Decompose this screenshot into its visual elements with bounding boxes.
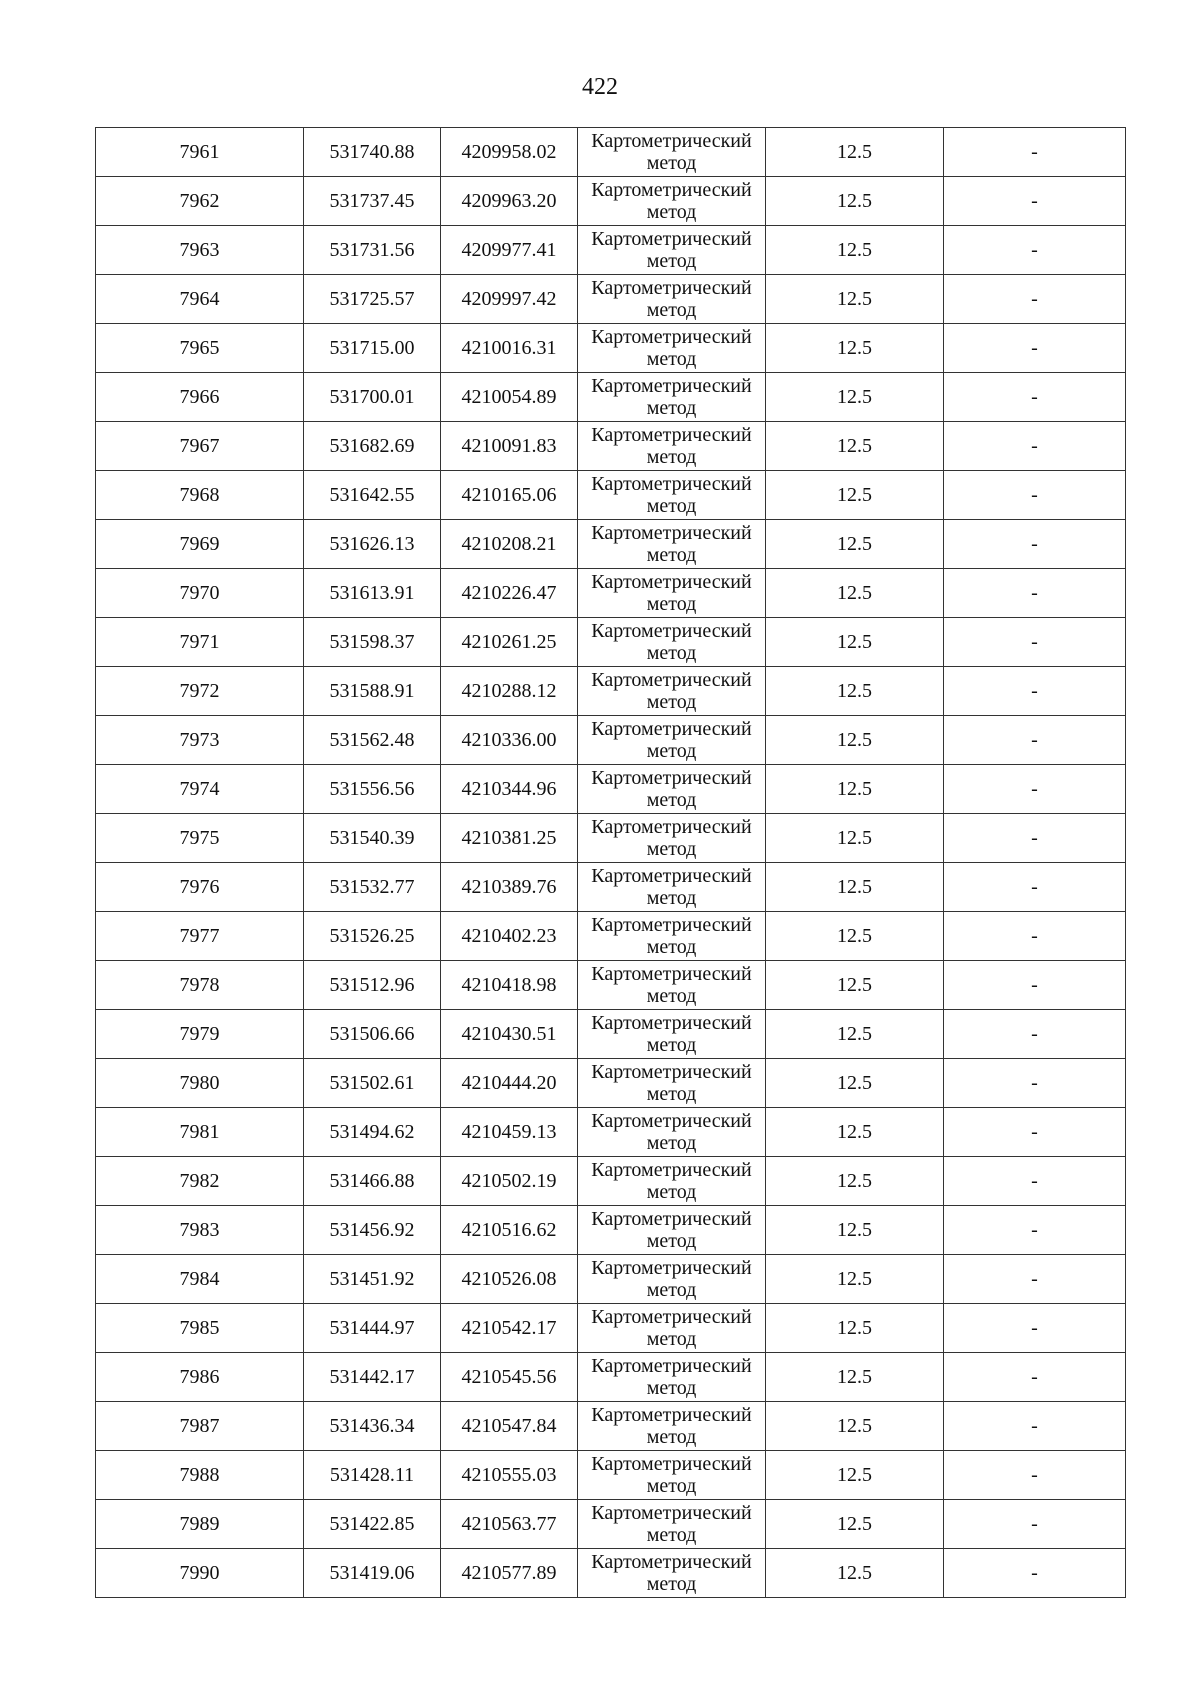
x-coordinate-cell: 531466.88 <box>304 1157 441 1206</box>
method-cell <box>578 471 766 520</box>
method-line-1: Картометрический <box>591 179 752 201</box>
method-line-1: Картометрический <box>591 1404 752 1426</box>
method-line-1: Картометрический <box>591 718 752 740</box>
x-coordinate-cell: 531598.37 <box>304 618 441 667</box>
x-coordinate-cell: 531682.69 <box>304 422 441 471</box>
y-coordinate-cell: 4210444.20 <box>441 1059 578 1108</box>
method-cell <box>578 961 766 1010</box>
method-line-2: метод <box>646 593 697 615</box>
point-number-cell: 7985 <box>96 1304 304 1353</box>
method-line-1: Картометрический <box>591 1012 752 1034</box>
accuracy-cell: 12.5 <box>766 569 944 618</box>
method-cell <box>578 1255 766 1304</box>
y-coordinate-cell: 4210418.98 <box>441 961 578 1010</box>
note-cell: - <box>944 275 1126 324</box>
x-coordinate-cell: 531700.01 <box>304 373 441 422</box>
method-line-2: метод <box>646 397 697 419</box>
point-number-cell: 7984 <box>96 1255 304 1304</box>
method-line-1: Картометрический <box>591 473 752 495</box>
y-coordinate-cell: 4210336.00 <box>441 716 578 765</box>
method-cell <box>578 1304 766 1353</box>
method-cell <box>578 912 766 961</box>
table-row <box>96 1500 1126 1549</box>
point-number-cell: 7977 <box>96 912 304 961</box>
x-coordinate-cell: 531456.92 <box>304 1206 441 1255</box>
x-coordinate-cell: 531444.97 <box>304 1304 441 1353</box>
method-line-1: Картометрический <box>591 277 752 299</box>
accuracy-cell: 12.5 <box>766 1206 944 1255</box>
coordinates-table <box>95 127 1126 1598</box>
method-line-2: метод <box>646 348 697 370</box>
accuracy-cell: 12.5 <box>766 961 944 1010</box>
accuracy-cell: 12.5 <box>766 1157 944 1206</box>
method-line-1: Картометрический <box>591 571 752 593</box>
method-line-2: метод <box>646 691 697 713</box>
method-line-2: метод <box>646 1034 697 1056</box>
y-coordinate-cell: 4210545.56 <box>441 1353 578 1402</box>
y-coordinate-cell: 4210516.62 <box>441 1206 578 1255</box>
point-number-cell: 7974 <box>96 765 304 814</box>
point-number-cell: 7989 <box>96 1500 304 1549</box>
method-line-1: Картометрический <box>591 1061 752 1083</box>
method-line-1: Картометрический <box>591 816 752 838</box>
y-coordinate-cell: 4210547.84 <box>441 1402 578 1451</box>
method-cell <box>578 520 766 569</box>
point-number-cell: 7988 <box>96 1451 304 1500</box>
method-cell <box>578 863 766 912</box>
method-line-1: Картометрический <box>591 914 752 936</box>
y-coordinate-cell: 4210261.25 <box>441 618 578 667</box>
note-cell: - <box>944 1304 1126 1353</box>
method-line-2: метод <box>646 1328 697 1350</box>
point-number-cell: 7967 <box>96 422 304 471</box>
accuracy-cell: 12.5 <box>766 471 944 520</box>
point-number-cell: 7981 <box>96 1108 304 1157</box>
method-cell <box>578 1353 766 1402</box>
method-line-1: Картометрический <box>591 1257 752 1279</box>
note-cell: - <box>944 373 1126 422</box>
table-row <box>96 1255 1126 1304</box>
method-cell <box>578 226 766 275</box>
note-cell: - <box>944 1353 1126 1402</box>
method-line-1: Картометрический <box>591 130 752 152</box>
accuracy-cell: 12.5 <box>766 814 944 863</box>
method-cell <box>578 569 766 618</box>
method-cell <box>578 1059 766 1108</box>
y-coordinate-cell: 4210054.89 <box>441 373 578 422</box>
method-cell <box>578 373 766 422</box>
x-coordinate-cell: 531494.62 <box>304 1108 441 1157</box>
x-coordinate-cell: 531532.77 <box>304 863 441 912</box>
method-cell <box>578 1402 766 1451</box>
note-cell: - <box>944 667 1126 716</box>
method-cell <box>578 1206 766 1255</box>
y-coordinate-cell: 4210091.83 <box>441 422 578 471</box>
y-coordinate-cell: 4209997.42 <box>441 275 578 324</box>
y-coordinate-cell: 4210459.13 <box>441 1108 578 1157</box>
y-coordinate-cell: 4210389.76 <box>441 863 578 912</box>
x-coordinate-cell: 531502.61 <box>304 1059 441 1108</box>
accuracy-cell: 12.5 <box>766 1451 944 1500</box>
accuracy-cell: 12.5 <box>766 275 944 324</box>
x-coordinate-cell: 531737.45 <box>304 177 441 226</box>
method-line-2: метод <box>646 936 697 958</box>
method-line-1: Картометрический <box>591 1502 752 1524</box>
method-line-2: метод <box>646 1573 697 1595</box>
x-coordinate-cell: 531442.17 <box>304 1353 441 1402</box>
y-coordinate-cell: 4210563.77 <box>441 1500 578 1549</box>
table-row <box>96 667 1126 716</box>
accuracy-cell: 12.5 <box>766 1304 944 1353</box>
method-line-2: метод <box>646 642 697 664</box>
method-line-2: метод <box>646 740 697 762</box>
method-cell <box>578 177 766 226</box>
method-cell <box>578 1549 766 1598</box>
method-line-1: Картометрический <box>591 424 752 446</box>
note-cell: - <box>944 422 1126 471</box>
point-number-cell: 7973 <box>96 716 304 765</box>
table-row <box>96 1549 1126 1598</box>
y-coordinate-cell: 4210226.47 <box>441 569 578 618</box>
method-line-1: Картометрический <box>591 375 752 397</box>
method-cell <box>578 667 766 716</box>
method-cell <box>578 422 766 471</box>
y-coordinate-cell: 4210165.06 <box>441 471 578 520</box>
method-line-1: Картометрический <box>591 228 752 250</box>
point-number-cell: 7969 <box>96 520 304 569</box>
accuracy-cell: 12.5 <box>766 1549 944 1598</box>
method-line-2: метод <box>646 544 697 566</box>
method-line-2: метод <box>646 250 697 272</box>
point-number-cell: 7961 <box>96 128 304 177</box>
table-row <box>96 520 1126 569</box>
method-cell <box>578 814 766 863</box>
table-row <box>96 1059 1126 1108</box>
point-number-cell: 7965 <box>96 324 304 373</box>
accuracy-cell: 12.5 <box>766 422 944 471</box>
accuracy-cell: 12.5 <box>766 324 944 373</box>
method-line-2: метод <box>646 1475 697 1497</box>
method-line-2: метод <box>646 1181 697 1203</box>
table-row <box>96 912 1126 961</box>
y-coordinate-cell: 4209963.20 <box>441 177 578 226</box>
x-coordinate-cell: 531556.56 <box>304 765 441 814</box>
note-cell: - <box>944 814 1126 863</box>
table-row <box>96 226 1126 275</box>
table-row <box>96 618 1126 667</box>
method-cell <box>578 765 766 814</box>
table-row <box>96 961 1126 1010</box>
note-cell: - <box>944 1157 1126 1206</box>
accuracy-cell: 12.5 <box>766 1010 944 1059</box>
note-cell: - <box>944 1010 1126 1059</box>
x-coordinate-cell: 531731.56 <box>304 226 441 275</box>
point-number-cell: 7978 <box>96 961 304 1010</box>
point-number-cell: 7968 <box>96 471 304 520</box>
x-coordinate-cell: 531428.11 <box>304 1451 441 1500</box>
accuracy-cell: 12.5 <box>766 1353 944 1402</box>
y-coordinate-cell: 4210430.51 <box>441 1010 578 1059</box>
note-cell: - <box>944 471 1126 520</box>
y-coordinate-cell: 4210288.12 <box>441 667 578 716</box>
method-line-2: метод <box>646 1426 697 1448</box>
accuracy-cell: 12.5 <box>766 1059 944 1108</box>
point-number-cell: 7976 <box>96 863 304 912</box>
note-cell: - <box>944 128 1126 177</box>
method-line-1: Картометрический <box>591 767 752 789</box>
method-line-1: Картометрический <box>591 326 752 348</box>
method-line-2: метод <box>646 887 697 909</box>
point-number-cell: 7980 <box>96 1059 304 1108</box>
point-number-cell: 7970 <box>96 569 304 618</box>
method-line-1: Картометрический <box>591 620 752 642</box>
table-row <box>96 1353 1126 1402</box>
accuracy-cell: 12.5 <box>766 1500 944 1549</box>
coordinates-table-body <box>96 128 1126 1598</box>
method-line-2: метод <box>646 201 697 223</box>
table-row <box>96 765 1126 814</box>
table-row <box>96 177 1126 226</box>
method-line-2: метод <box>646 838 697 860</box>
table-row <box>96 814 1126 863</box>
y-coordinate-cell: 4210208.21 <box>441 520 578 569</box>
method-line-2: метод <box>646 789 697 811</box>
point-number-cell: 7982 <box>96 1157 304 1206</box>
method-line-2: метод <box>646 1524 697 1546</box>
table-row <box>96 1402 1126 1451</box>
x-coordinate-cell: 531422.85 <box>304 1500 441 1549</box>
accuracy-cell: 12.5 <box>766 618 944 667</box>
y-coordinate-cell: 4210542.17 <box>441 1304 578 1353</box>
note-cell: - <box>944 863 1126 912</box>
x-coordinate-cell: 531626.13 <box>304 520 441 569</box>
x-coordinate-cell: 531740.88 <box>304 128 441 177</box>
table-row <box>96 1451 1126 1500</box>
table-row <box>96 324 1126 373</box>
method-line-1: Картометрический <box>591 1208 752 1230</box>
x-coordinate-cell: 531613.91 <box>304 569 441 618</box>
accuracy-cell: 12.5 <box>766 1108 944 1157</box>
note-cell: - <box>944 1500 1126 1549</box>
method-line-2: метод <box>646 1279 697 1301</box>
note-cell: - <box>944 1549 1126 1598</box>
y-coordinate-cell: 4210555.03 <box>441 1451 578 1500</box>
table-row <box>96 373 1126 422</box>
method-line-2: метод <box>646 446 697 468</box>
y-coordinate-cell: 4209958.02 <box>441 128 578 177</box>
y-coordinate-cell: 4210577.89 <box>441 1549 578 1598</box>
method-line-1: Картометрический <box>591 1355 752 1377</box>
method-cell <box>578 1500 766 1549</box>
note-cell: - <box>944 1255 1126 1304</box>
point-number-cell: 7983 <box>96 1206 304 1255</box>
x-coordinate-cell: 531715.00 <box>304 324 441 373</box>
method-cell <box>578 1010 766 1059</box>
accuracy-cell: 12.5 <box>766 912 944 961</box>
point-number-cell: 7966 <box>96 373 304 422</box>
method-line-1: Картометрический <box>591 522 752 544</box>
y-coordinate-cell: 4210526.08 <box>441 1255 578 1304</box>
method-line-2: метод <box>646 1132 697 1154</box>
note-cell: - <box>944 765 1126 814</box>
point-number-cell: 7979 <box>96 1010 304 1059</box>
method-cell <box>578 716 766 765</box>
point-number-cell: 7964 <box>96 275 304 324</box>
method-line-2: метод <box>646 1083 697 1105</box>
accuracy-cell: 12.5 <box>766 128 944 177</box>
method-line-1: Картометрический <box>591 669 752 691</box>
x-coordinate-cell: 531588.91 <box>304 667 441 716</box>
method-line-2: метод <box>646 495 697 517</box>
table-row <box>96 1108 1126 1157</box>
table-row <box>96 1010 1126 1059</box>
page-number: 422 <box>582 74 618 100</box>
y-coordinate-cell: 4210402.23 <box>441 912 578 961</box>
method-line-1: Картометрический <box>591 1306 752 1328</box>
table-row <box>96 422 1126 471</box>
x-coordinate-cell: 531725.57 <box>304 275 441 324</box>
x-coordinate-cell: 531512.96 <box>304 961 441 1010</box>
method-line-1: Картометрический <box>591 1159 752 1181</box>
table-row <box>96 716 1126 765</box>
method-line-2: метод <box>646 1377 697 1399</box>
note-cell: - <box>944 520 1126 569</box>
note-cell: - <box>944 324 1126 373</box>
point-number-cell: 7971 <box>96 618 304 667</box>
point-number-cell: 7963 <box>96 226 304 275</box>
accuracy-cell: 12.5 <box>766 1255 944 1304</box>
method-cell <box>578 1108 766 1157</box>
x-coordinate-cell: 531419.06 <box>304 1549 441 1598</box>
note-cell: - <box>944 569 1126 618</box>
x-coordinate-cell: 531506.66 <box>304 1010 441 1059</box>
y-coordinate-cell: 4210016.31 <box>441 324 578 373</box>
table-row <box>96 275 1126 324</box>
method-cell <box>578 128 766 177</box>
note-cell: - <box>944 1059 1126 1108</box>
table-row <box>96 863 1126 912</box>
method-line-1: Картометрический <box>591 1110 752 1132</box>
table-row <box>96 471 1126 520</box>
point-number-cell: 7975 <box>96 814 304 863</box>
method-cell <box>578 1157 766 1206</box>
method-cell <box>578 618 766 667</box>
note-cell: - <box>944 961 1126 1010</box>
accuracy-cell: 12.5 <box>766 1402 944 1451</box>
y-coordinate-cell: 4210502.19 <box>441 1157 578 1206</box>
point-number-cell: 7986 <box>96 1353 304 1402</box>
accuracy-cell: 12.5 <box>766 765 944 814</box>
accuracy-cell: 12.5 <box>766 667 944 716</box>
y-coordinate-cell: 4210344.96 <box>441 765 578 814</box>
y-coordinate-cell: 4209977.41 <box>441 226 578 275</box>
method-cell <box>578 1451 766 1500</box>
x-coordinate-cell: 531451.92 <box>304 1255 441 1304</box>
method-line-2: метод <box>646 1230 697 1252</box>
x-coordinate-cell: 531436.34 <box>304 1402 441 1451</box>
note-cell: - <box>944 1108 1126 1157</box>
table-row <box>96 128 1126 177</box>
x-coordinate-cell: 531562.48 <box>304 716 441 765</box>
point-number-cell: 7990 <box>96 1549 304 1598</box>
accuracy-cell: 12.5 <box>766 520 944 569</box>
method-line-2: метод <box>646 985 697 1007</box>
note-cell: - <box>944 177 1126 226</box>
x-coordinate-cell: 531526.25 <box>304 912 441 961</box>
method-cell <box>578 275 766 324</box>
accuracy-cell: 12.5 <box>766 373 944 422</box>
point-number-cell: 7972 <box>96 667 304 716</box>
method-line-1: Картометрический <box>591 865 752 887</box>
accuracy-cell: 12.5 <box>766 716 944 765</box>
table-row <box>96 1304 1126 1353</box>
x-coordinate-cell: 531540.39 <box>304 814 441 863</box>
table-row <box>96 1157 1126 1206</box>
note-cell: - <box>944 1402 1126 1451</box>
accuracy-cell: 12.5 <box>766 226 944 275</box>
note-cell: - <box>944 618 1126 667</box>
method-line-1: Картометрический <box>591 1551 752 1573</box>
accuracy-cell: 12.5 <box>766 863 944 912</box>
note-cell: - <box>944 716 1126 765</box>
method-line-1: Картометрический <box>591 963 752 985</box>
x-coordinate-cell: 531642.55 <box>304 471 441 520</box>
note-cell: - <box>944 912 1126 961</box>
point-number-cell: 7987 <box>96 1402 304 1451</box>
method-line-1: Картометрический <box>591 1453 752 1475</box>
table-row <box>96 1206 1126 1255</box>
note-cell: - <box>944 1206 1126 1255</box>
method-line-2: метод <box>646 299 697 321</box>
note-cell: - <box>944 226 1126 275</box>
method-cell <box>578 324 766 373</box>
method-line-2: метод <box>646 152 697 174</box>
y-coordinate-cell: 4210381.25 <box>441 814 578 863</box>
note-cell: - <box>944 1451 1126 1500</box>
table-row <box>96 569 1126 618</box>
point-number-cell: 7962 <box>96 177 304 226</box>
accuracy-cell: 12.5 <box>766 177 944 226</box>
